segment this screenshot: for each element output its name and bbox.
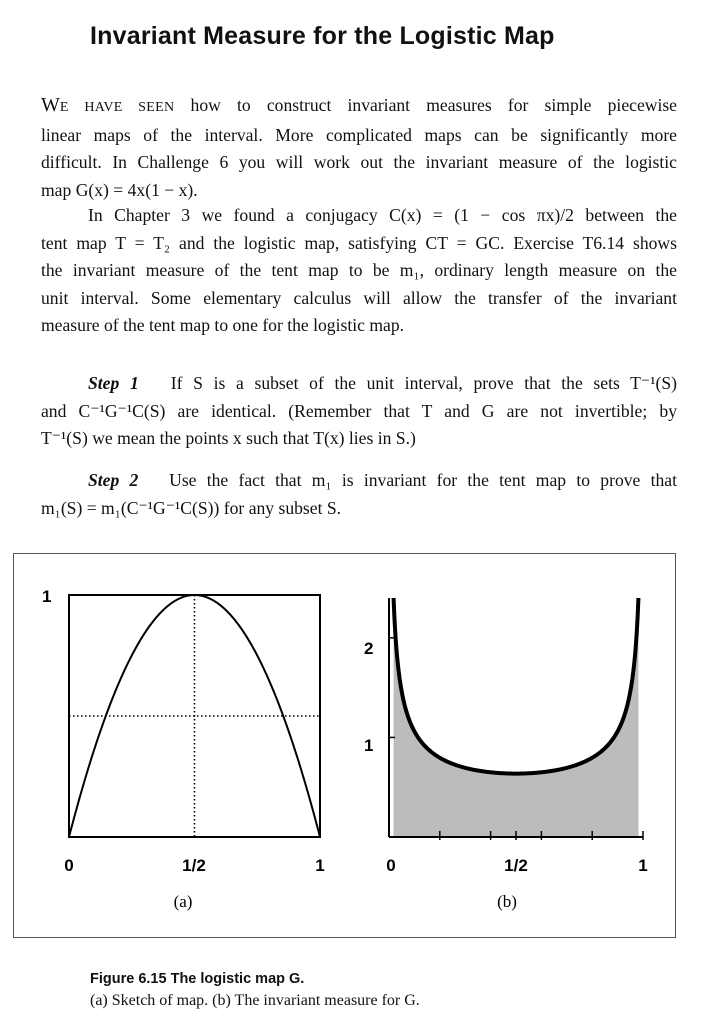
panel-b-xtick-0: 0 [386,856,396,875]
panel-a [42,587,325,911]
smallcaps-lead: E HAVE SEEN [59,100,175,115]
panel-b-xtick-1: 1 [638,856,648,875]
dropcap: W [41,94,60,116]
intro-line-3: difficult. In Challenge 6 you will work out the invariant measure of the logistic [41,152,677,172]
panel-b-xtick-half: 1/2 [504,856,528,875]
panel-a-xtick-half: 1/2 [182,856,206,875]
invariant-density-area [394,598,639,837]
caption-title: Figure 6.15 The logistic map G. [90,971,305,987]
figure-caption [90,968,650,1012]
panel-b [364,598,648,911]
step-1-line-3: T⁻¹(S) we mean the points x such that T(x) lies in S.) [41,428,416,448]
panel-a-xtick-0: 0 [64,856,74,875]
panel-b-ytick-2: 2 [364,639,374,658]
step-1-line-2: and C⁻¹G⁻¹C(S) are identical. (Remember that T and G are not invertible; by [41,400,677,421]
para2-line-5: measure of the tent map to one for the logistic map. [41,315,405,335]
invariant-density-curve [394,598,639,774]
caption-text: (a) Sketch of map. (b) The invariant measure for G. [90,992,420,1009]
intro-line-4: map G(x) = 4x(1 − x). [41,179,198,200]
step-2-label: Step 2 [88,470,139,490]
step-2-line-1: Use the fact that m₁ is invariant for the tent map to prove that [169,470,677,490]
step-1-line-1: If S is a subset of the unit interval, prove that the sets T⁻¹(S) [170,373,677,393]
panel-b-label: (b) [497,892,517,911]
page-title: Invariant Measure for the Logistic Map [90,22,555,50]
step-1-label: Step 1 [88,373,139,393]
panel-a-xtick-1: 1 [315,856,325,875]
para2-line-2: tent map T = T₂ and the logistic map, satisfying CT = GC. Exercise T6.14 shows [41,232,677,253]
intro-line-2: linear maps of the interval. More complicated maps can be significantly more [41,124,677,145]
para2-line-3: the invariant measure of the tent map to be m₁, ordinary length measure on the [41,260,677,280]
para2-line-4: unit interval. Some elementary calculus will allow the transfer of the invariant [41,287,677,308]
panel-b-ytick-1: 1 [364,736,374,755]
intro-line-1: how to construct invariant measures for simple piecewise [190,95,677,115]
para2-line-1: In Chapter 3 we found a conjugacy C(x) = (1 − cos πx)/2 between the [88,205,677,225]
panel-a-label: (a) [173,892,193,911]
panel-a-ytick-1: 1 [42,587,52,606]
step-2-line-2: m₁(S) = m₁(C⁻¹G⁻¹C(S)) for any subset S. [41,497,342,518]
